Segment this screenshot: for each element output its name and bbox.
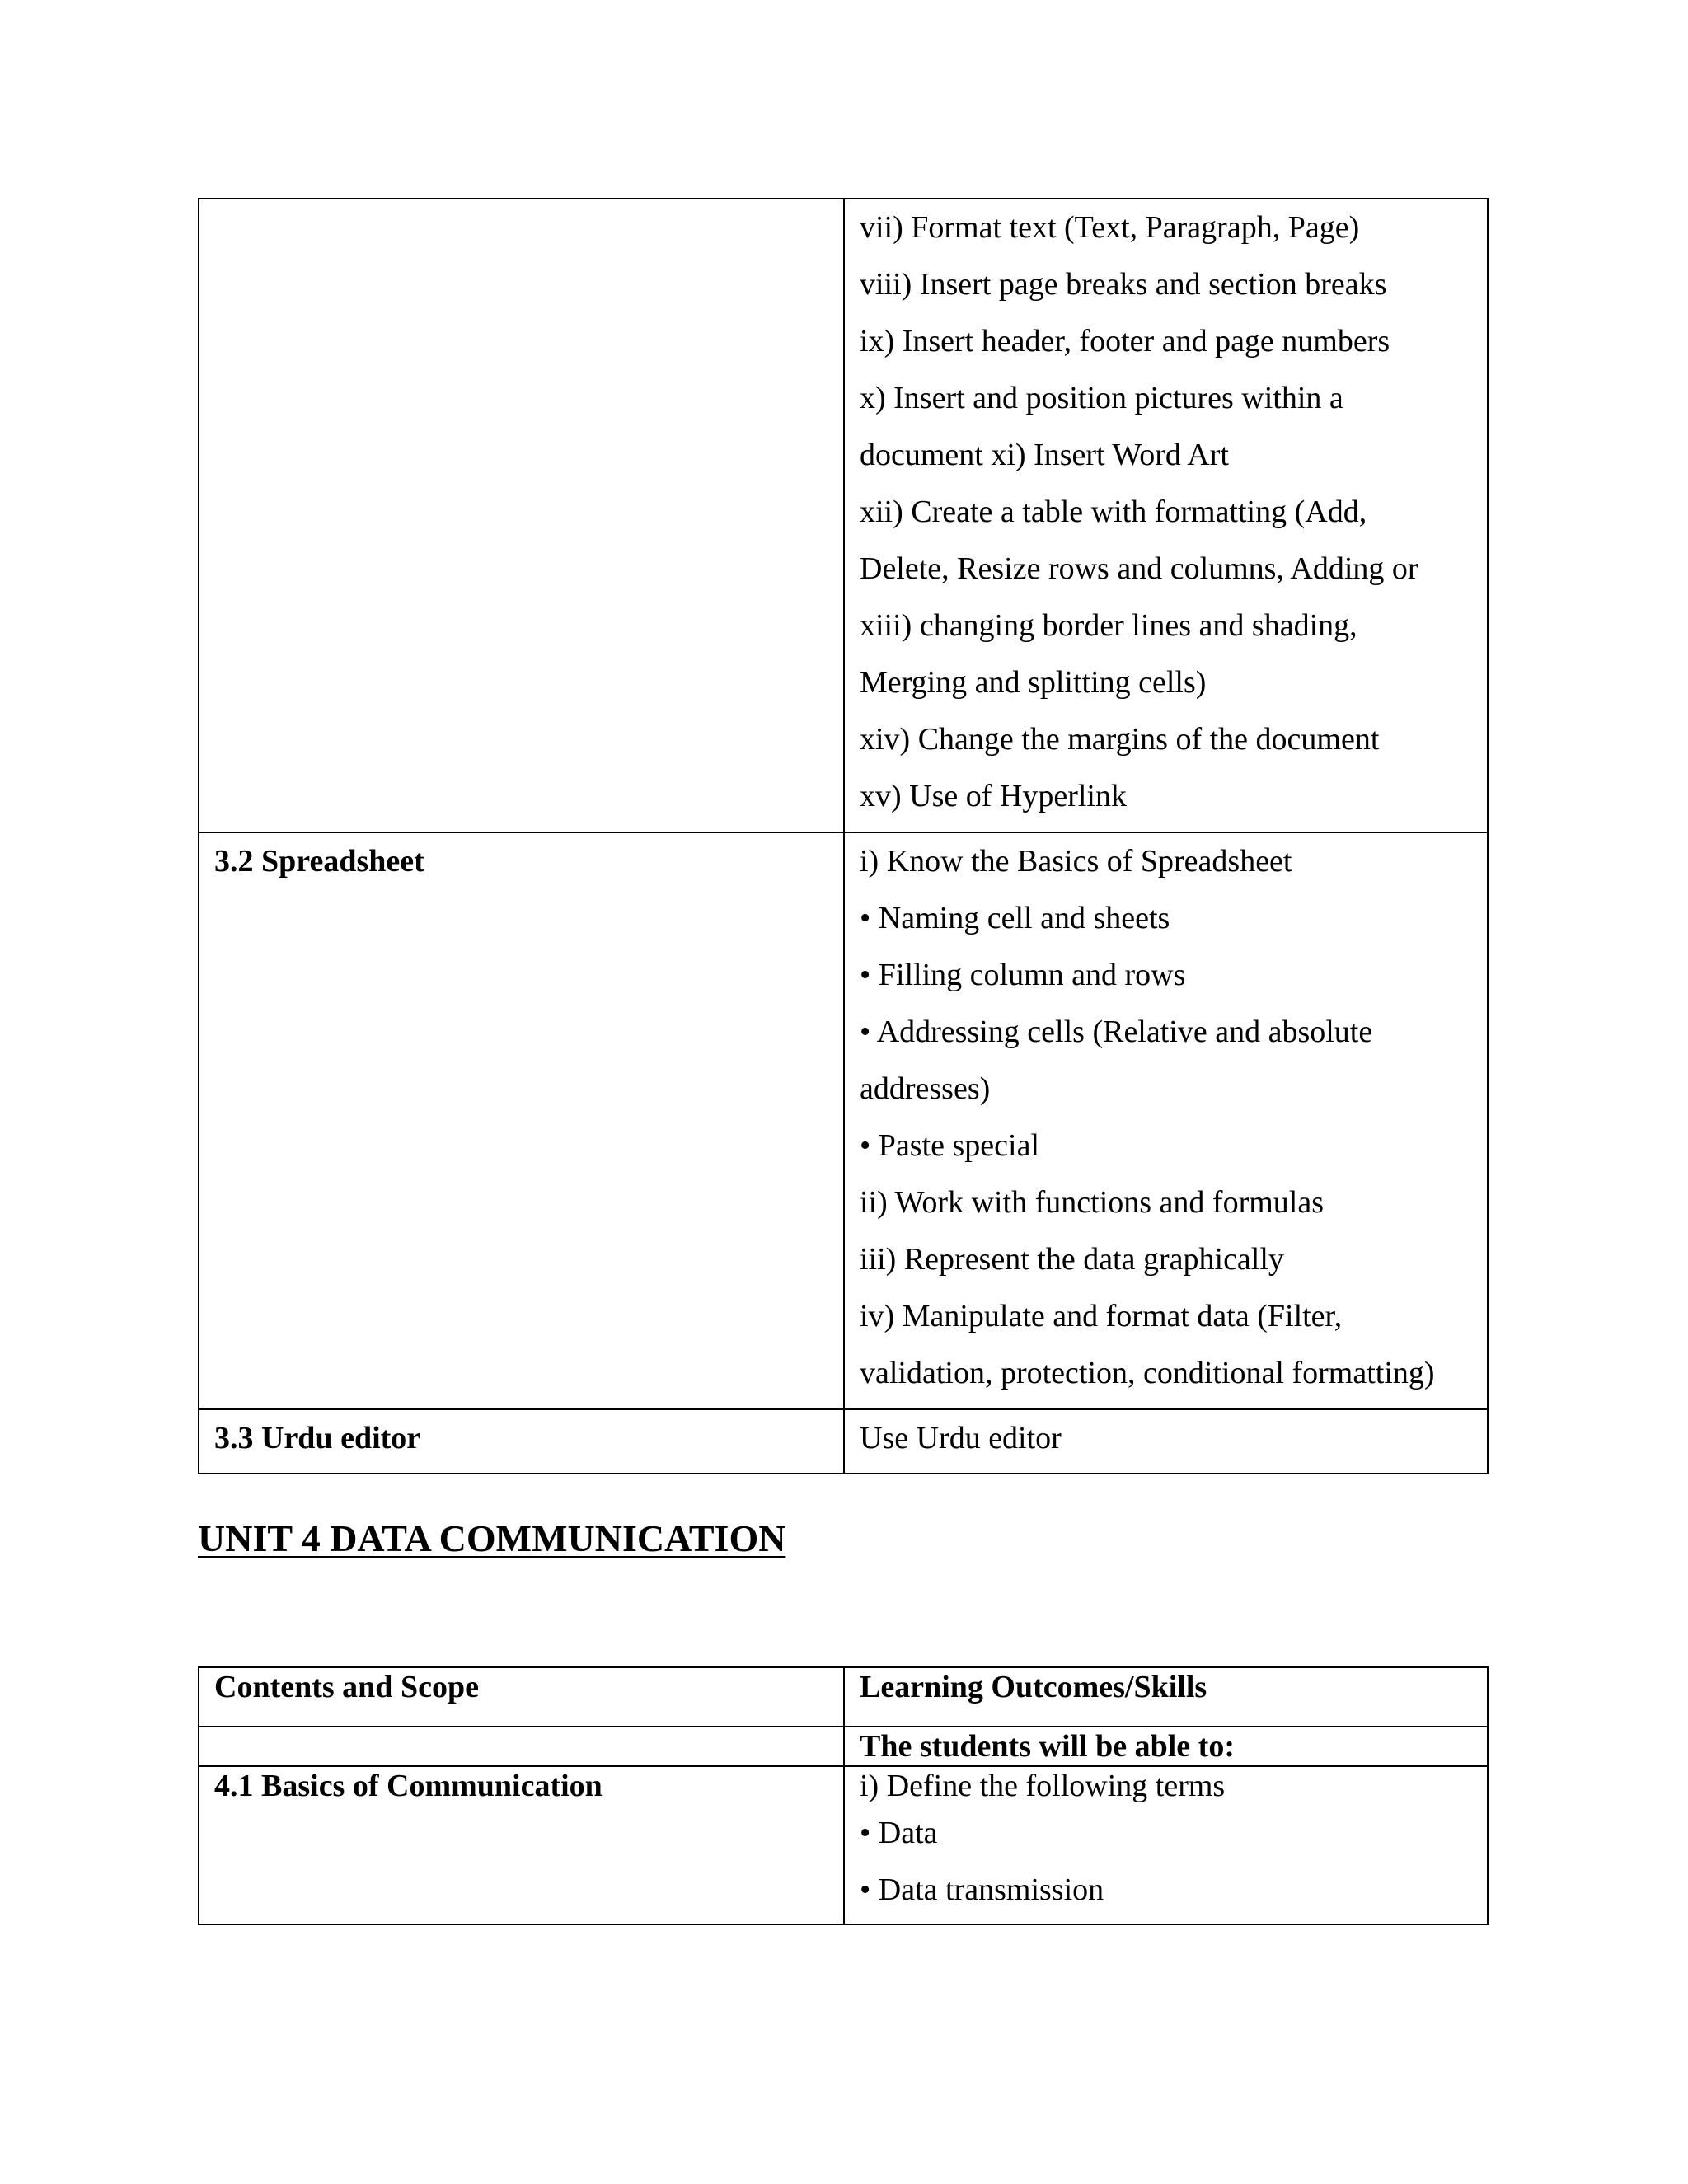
curriculum-table-unit-4 (198, 1666, 1489, 1925)
outcome-line: • Data (860, 1816, 938, 1850)
table-row (199, 832, 1488, 1409)
outcome-line: xv) Use of Hyperlink (860, 779, 1127, 813)
outcome-line: Merging and splitting cells) (860, 665, 1207, 700)
header-scope: Contents and Scope (199, 1667, 844, 1727)
outcome-line: Delete, Resize rows and columns, Adding or (860, 551, 1418, 586)
outcome-line: xiii) changing border lines and shading, (860, 608, 1357, 643)
outcome-line: i) Define the following terms (860, 1769, 1226, 1803)
table-row (199, 1409, 1488, 1474)
outcome-line: addresses) (860, 1071, 991, 1106)
scope-cell: 3.3 Urdu editor (199, 1409, 844, 1474)
table-header-row (199, 1667, 1488, 1727)
outcome-line: • Addressing cells (Relative and absolute (860, 1015, 1373, 1049)
outcome-line: • Naming cell and sheets (860, 901, 1170, 935)
table-intro-row (199, 1727, 1488, 1766)
outcome-line: • Data transmission (860, 1872, 1104, 1907)
outcome-line: • Paste special (860, 1128, 1040, 1163)
outcome-line: • Filling column and rows (860, 958, 1186, 992)
outcomes-cell (844, 832, 1488, 1409)
scope-cell: 3.2 Spreadsheet (199, 832, 844, 1409)
outcome-line: ix) Insert header, footer and page numbers (860, 324, 1390, 359)
outcome-line: Use Urdu editor (860, 1421, 1062, 1455)
outcomes-cell (844, 1766, 1488, 1924)
outcome-line: vii) Format text (Text, Paragraph, Page) (860, 210, 1360, 245)
outcome-line: document xi) Insert Word Art (860, 438, 1229, 472)
outcome-line: xii) Create a table with formatting (Add, (860, 494, 1367, 529)
outcome-line: iv) Manipulate and format data (Filter, (860, 1299, 1343, 1333)
table-row (199, 199, 1488, 832)
scope-cell: 4.1 Basics of Communication (199, 1766, 844, 1924)
header-outcomes: Learning Outcomes/Skills (844, 1667, 1488, 1727)
outcome-line: i) Know the Basics of Spreadsheet (860, 844, 1292, 879)
outcome-line: xiv) Change the margins of the document (860, 722, 1380, 757)
outcome-line: iii) Represent the data graphically (860, 1242, 1284, 1277)
outcome-line: x) Insert and position pictures within a (860, 381, 1343, 415)
curriculum-table-unit-3 (198, 198, 1489, 1474)
outcome-line: validation, protection, conditional formatting) (860, 1356, 1435, 1390)
scope-cell (199, 199, 844, 832)
unit-heading: UNIT 4 DATA COMMUNICATION (198, 1517, 786, 1559)
table-row (199, 1766, 1488, 1924)
intro-text: The students will be able to: (844, 1727, 1488, 1766)
outcomes-cell (844, 199, 1488, 832)
outcomes-cell (844, 1409, 1488, 1474)
outcome-line: ii) Work with functions and formulas (860, 1185, 1324, 1220)
outcome-line: viii) Insert page breaks and section breaks (860, 267, 1387, 302)
empty-cell (199, 1727, 844, 1766)
